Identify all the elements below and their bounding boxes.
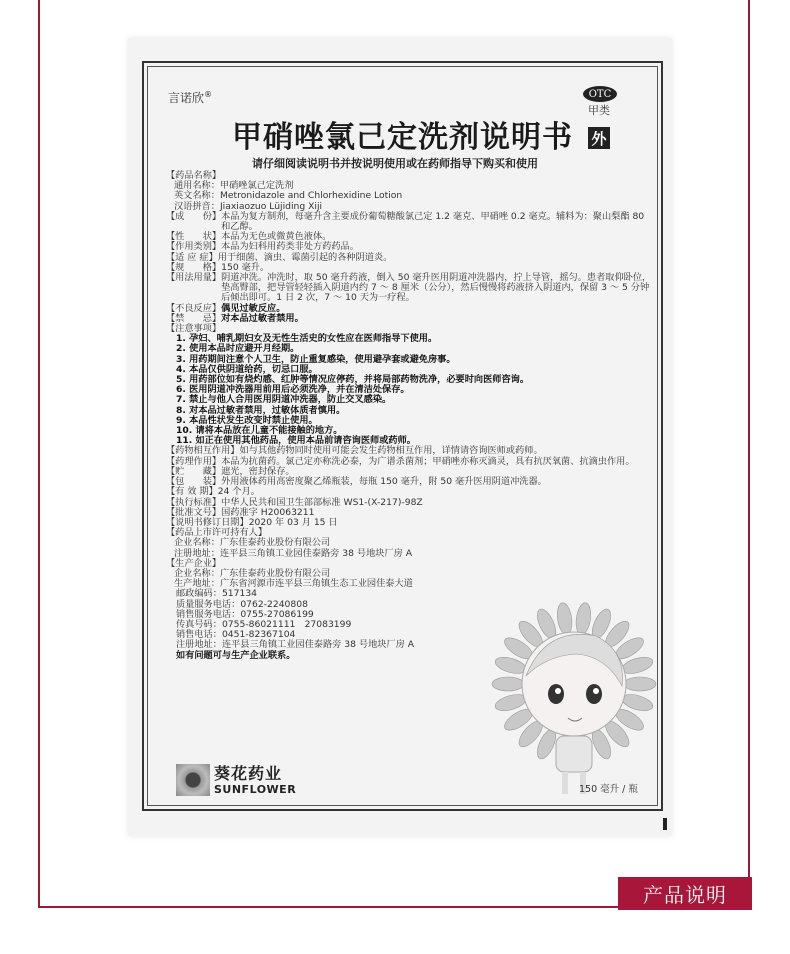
document-subtitle: 请仔细阅读说明书并按说明使用或在药师指导下购买和使用 <box>252 157 538 170</box>
line-text: 本品为妇科用药类非处方药药品。 <box>221 241 359 253</box>
line-text: 6. 医用阴道冲洗器用前用后必须洗净，并在清洁处保存。 <box>176 384 410 396</box>
line-label: 注册地址： <box>174 547 220 559</box>
line-text: 24 个月。 <box>217 486 260 498</box>
line-text: 阴道冲洗。冲洗时，取 50 毫升药液，倒入 50 毫升医用阴道冲洗器内，拧上导管，摇匀。患者取仰卧位，垫高臀部，把导管轻轻插入阴道内约 7 ～ 8 厘米（公分），然后慢慢将药液挤入阴道内，保留 3 ～ 5 分钟后倾出即可。1 日 2 次，7 ～ 10 天为一疗程。 <box>221 272 652 304</box>
petal <box>574 602 592 636</box>
line-label: 【说明书修订日期】 <box>166 516 249 528</box>
line-text: Jiaxiaozuo Lüjiding Xiji <box>219 200 323 212</box>
line-text: 广东省河源市连平县三角镇生态工业园佳泰大道 <box>219 578 413 590</box>
line-label: 【执行标准】 <box>166 496 222 508</box>
line-label: 【注意事项】 <box>166 323 222 335</box>
line-text: 连平县三角镇工业园佳泰路旁 38 号地块厂房 A <box>221 639 415 651</box>
line-label: 【贮 藏】 <box>166 465 222 477</box>
line-text: 本品为复方制剂，每毫升含主要成份葡萄糖酸氯己定 1.2 毫克、甲硝唑 0.2 毫克。辅料为：聚山梨酯 80 和乙醇。 <box>221 210 645 233</box>
line-label: 【成 份】 <box>166 210 222 222</box>
petal <box>492 677 524 691</box>
leaflet-line <box>166 273 656 304</box>
line-text: 甲硝唑氯己定洗剂 <box>219 180 294 192</box>
otc-badge: OTC <box>583 86 617 102</box>
line-text: 连平县三角镇工业园佳泰路旁 38 号地块厂房 A <box>219 547 413 559</box>
registered-mark: ® <box>204 90 213 99</box>
line-text: 0451-82367104 <box>221 629 296 641</box>
line-text: 0755-27086199 <box>240 608 314 620</box>
leaflet-line <box>166 487 656 497</box>
line-text: 3. 用药期间注意个人卫生，防止重复感染，使用避孕套或避免房事。 <box>176 353 456 365</box>
line-label: 生产地址： <box>174 578 220 590</box>
line-label: 【用法用量】 <box>166 272 222 284</box>
line-text: 150 毫升。 <box>221 261 270 273</box>
line-text: 本品为抗菌药。氯己定亦称洗必泰，为广谱杀菌剂；甲硝唑亦称灭滴灵，具有抗厌氧菌、抗滴虫作用。 <box>221 455 635 467</box>
line-label: 【性 状】 <box>166 231 222 243</box>
line-label: 企业名称： <box>174 567 220 579</box>
line-text: 10. 请将本品放在儿童不能接触的地方。 <box>176 425 343 437</box>
leaflet-line <box>166 212 656 232</box>
line-label: 【药品名称】 <box>166 170 222 181</box>
line-label: 企业名称： <box>174 537 220 549</box>
sunflower-girl-illustration <box>486 596 662 806</box>
line-text: 517134 <box>221 588 258 600</box>
line-label: 【不良反应】 <box>166 302 222 314</box>
line-text: 5. 用药部位如有烧灼感、红肿等情况应停药，并将局部药物洗净，必要时向医师咨询。 <box>176 374 530 386</box>
line-label: 传真号码： <box>176 618 222 630</box>
line-label: 【禁 忌】 <box>166 312 222 324</box>
line-text: 7. 禁止与他人合用医用阴道冲洗器，防止交叉感染。 <box>176 394 392 406</box>
leaflet-line <box>166 314 656 324</box>
brand-text: 言诺欣 <box>168 91 205 105</box>
line-label: 通用名称： <box>174 180 220 192</box>
sunflower-logo <box>176 764 296 796</box>
section-label: 产品说明 <box>618 877 752 910</box>
line-text: 广东佳泰药业股份有限公司 <box>219 537 331 549</box>
line-text: 0762-2240808 <box>240 598 308 610</box>
line-label: 【有 效 期】 <box>166 486 218 498</box>
petal <box>555 602 573 636</box>
line-text: 偶见过敏反应。 <box>221 302 286 314</box>
line-text: 0755-86021111 27083199 <box>221 618 352 630</box>
line-label: 【药品上市许可持有人】 <box>166 527 268 539</box>
line-label: 【药理作用】 <box>166 455 222 467</box>
line-text: 如与其他药物同时使用可能会发生药物相互作用，详情请咨询医师或药师。 <box>239 445 543 457</box>
line-text: 中华人民共和国卫生部部标准 WS1-(X-217)-98Z <box>221 496 423 508</box>
line-label: 【包 装】 <box>166 476 222 488</box>
line-text: 如有问题可与生产企业联系。 <box>176 649 296 661</box>
leaflet-body <box>166 171 656 661</box>
line-text: 2. 使用本品时应避开月经期。 <box>176 343 300 355</box>
line-label: 质量服务电话： <box>176 598 241 610</box>
brand-name <box>168 88 212 105</box>
line-label: 销售电话： <box>176 629 222 641</box>
line-label: 注册地址： <box>176 639 222 651</box>
line-text: 1. 孕妇、哺乳期妇女及无性生活史的女性应在医师指导下使用。 <box>176 333 438 345</box>
leaflet-line <box>166 549 656 559</box>
line-label: 【批准文号】 <box>166 506 222 518</box>
document-title: 甲硝唑氯己定洗剂说明书 <box>232 120 573 155</box>
line-text: 4. 本品仅供阴道给药，切忌口服。 <box>176 363 318 375</box>
line-text: 11. 如正在使用其他药品，使用本品前请咨询医师或药师。 <box>176 435 416 447</box>
leaflet-line <box>166 538 656 548</box>
sunflower-logo-icon <box>176 764 210 796</box>
line-text: 广东佳泰药业股份有限公司 <box>219 567 331 579</box>
logo-english-text: SUNFLOWER <box>214 782 297 796</box>
line-text: 9. 本品性状发生改变时禁止使用。 <box>176 414 318 426</box>
line-label: 销售服务电话： <box>176 608 241 620</box>
otc-class: 甲类 <box>588 104 610 117</box>
line-label: 英文名称： <box>174 190 220 202</box>
line-text: 本品为无色或微黄色液体。 <box>221 231 332 243</box>
line-label: 【生产企业】 <box>166 557 222 569</box>
line-text: 对本品过敏者禁用。 <box>221 312 304 324</box>
line-label: 汉语拼音： <box>174 200 220 212</box>
line-label: 邮政编码： <box>176 588 222 600</box>
line-text: Metronidazole and Chlorhexidine Lotion <box>219 190 403 202</box>
line-text: 2020 年 03 月 15 日 <box>248 516 338 528</box>
line-text: 用于细菌、滴虫、霉菌引起的各种阴道炎。 <box>217 251 393 263</box>
line-label: 【药物相互作用】 <box>166 445 240 457</box>
petal <box>624 677 656 691</box>
line-text: 外用液体药用高密度聚乙烯瓶装，每瓶 150 毫升，附 50 毫升医用阴道冲洗器。 <box>221 476 547 488</box>
logo-chinese-text: 葵花药业 <box>214 763 283 783</box>
line-text: 国药准字 H20063211 <box>221 506 315 518</box>
line-label: 【规 格】 <box>166 261 222 273</box>
line-text: 遮光，密封保存。 <box>221 465 295 477</box>
package-spec: 150 毫升 / 瓶 <box>579 784 638 795</box>
print-mark <box>663 818 667 830</box>
external-use-badge: 外 <box>588 127 610 149</box>
line-label: 【适 应 症】 <box>166 251 218 263</box>
line-label: 【作用类别】 <box>166 241 222 253</box>
line-text: 8. 对本品过敏者禁用，过敏体质者慎用。 <box>176 404 346 416</box>
